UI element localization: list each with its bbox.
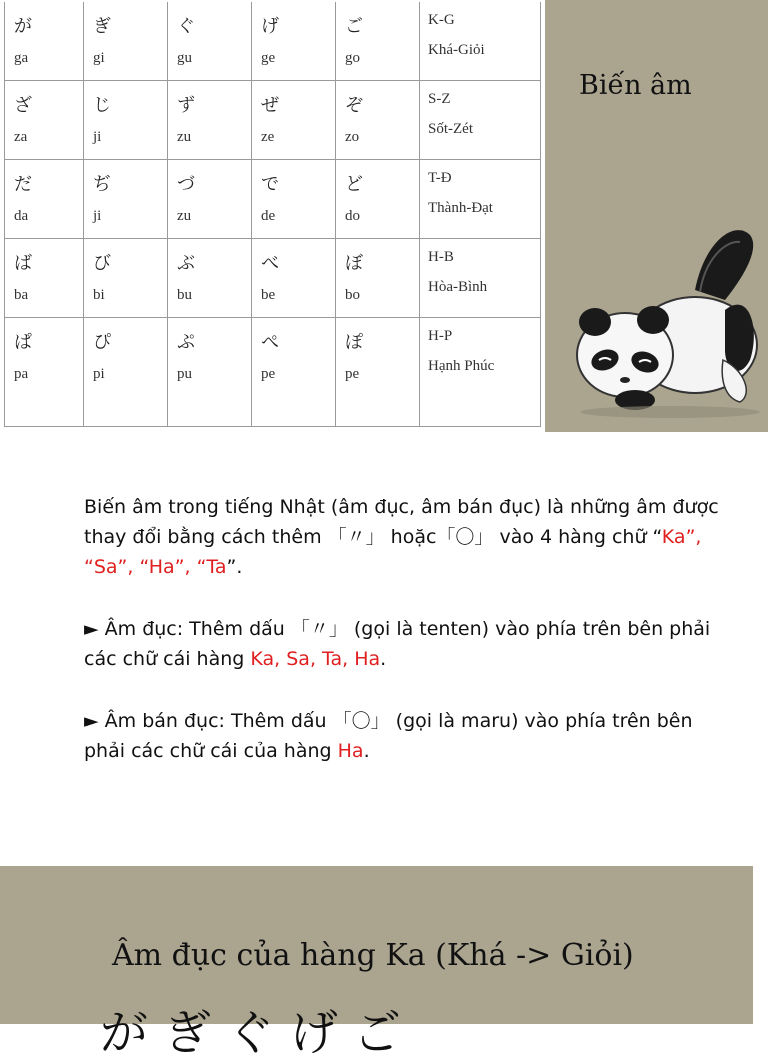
kana-char: ぶ [177,253,195,274]
kana-cell [84,318,168,427]
mnemonic-cell [420,160,541,239]
table-row [5,81,541,160]
side-panel [545,0,768,432]
romaji: ze [261,129,275,145]
table-row [5,239,541,318]
bottom-slide [0,866,753,1061]
kana-cell [336,160,420,239]
kana-cell [252,318,336,427]
romaji: ge [261,50,276,66]
kana-cell [168,318,252,427]
romaji: pa [14,366,29,382]
kana-cell [5,318,84,427]
table-row [5,2,541,81]
kana-char: ぼ [345,253,363,274]
kana-char: ぎ [93,16,111,37]
romaji: bu [177,287,192,303]
kana-char: ぱ [14,332,32,353]
kana-char: で [261,174,279,195]
romaji: pu [177,366,192,382]
side-title: Biến âm [579,70,692,101]
mnemonic-text: Hạnh Phúc [428,358,495,374]
table-row [5,318,541,427]
am-duc-end: . [380,648,387,670]
kana-char: ず [177,95,195,116]
kana-char: び [93,253,111,274]
intro-end: ”. [226,556,243,578]
kana-cell [252,239,336,318]
text-block [84,492,724,798]
kana-cell [252,2,336,81]
romaji: be [261,287,276,303]
am-ban-duc-text: ► Âm bán đục: Thêm dấu 「〇」 (gọi là maru) vào phía trên bên phải các chữ cái của hàng [84,710,693,762]
mnemonic-cell [420,318,541,427]
consonant-pair: H-B [428,249,454,265]
romaji: da [14,208,29,224]
kana-char: ば [14,253,32,274]
kana-cell [168,239,252,318]
kana-char: が [14,16,32,37]
am-ban-duc-end: . [363,740,370,762]
romaji: zo [345,129,360,145]
kana-cell [5,2,84,81]
kana-table [4,2,541,427]
romaji: bo [345,287,360,303]
kana-char: ぴ [93,332,111,353]
romaji: ba [14,287,29,303]
consonant-pair: S-Z [428,91,451,107]
am-duc-highlight: Ka, Sa, Ta, Ha [250,648,381,670]
am-ban-duc-highlight: Ha [337,740,364,762]
mnemonic-text: Khá-Giỏi [428,42,485,58]
paragraph-intro [84,492,724,582]
kana-cell [336,2,420,81]
bottom-slide-title: Âm đục của hàng Ka (Khá -> Giỏi) [112,938,634,973]
intro-text: Biến âm trong tiếng Nhật (âm đục, âm bán đục) là những âm được thay đổi bằng cách thêm 「〃」 hoặc「〇」 vào 4 hàng chữ “ [84,496,719,548]
romaji: pe [261,366,276,382]
kana-char: ぜ [261,95,279,116]
romaji: za [14,129,28,145]
kana-char: げ [261,16,279,37]
romaji: ga [14,50,29,66]
kana-char: ご [345,16,363,37]
kana-char: ぢ [93,174,111,195]
kana-cell [168,81,252,160]
kana-cell [84,239,168,318]
kana-char: ぞ [345,95,363,116]
kana-cell [5,239,84,318]
am-duc-text: ► Âm đục: Thêm dấu 「〃」 (gọi là tenten) vào phía trên bên phải các chữ cái hàng [84,618,711,670]
paragraph-am-ban-duc [84,706,724,766]
kana-cell [336,239,420,318]
kana-char: じ [93,95,111,116]
kana-cell [168,2,252,81]
kana-char: ぐ [177,16,195,37]
panda-illustration [575,220,765,420]
table-row [5,160,541,239]
kana-char: べ [261,253,279,274]
kana-cell [252,81,336,160]
mnemonic-cell [420,81,541,160]
bottom-slide-kana: が ぎ ぐ げ ご [100,1005,402,1061]
kana-cell [336,318,420,427]
kana-char: ざ [14,95,32,116]
consonant-pair: K-G [428,12,455,28]
kana-char: ど [345,174,363,195]
romaji: pe [345,366,360,382]
romaji: de [261,208,276,224]
kana-cell [84,160,168,239]
romaji: do [345,208,360,224]
mnemonic-text: Thành-Đạt [428,200,493,216]
romaji: ji [93,129,102,145]
romaji: bi [93,287,105,303]
romaji: ji [93,208,102,224]
kana-char: づ [177,174,195,195]
kana-cell [84,2,168,81]
kana-cell [5,81,84,160]
consonant-pair: H-P [428,328,453,344]
kana-char: ぽ [345,332,363,353]
mnemonic-text: Hòa-Bình [428,279,488,295]
romaji: gi [93,50,105,66]
romaji: pi [93,366,105,382]
romaji: gu [177,50,192,66]
paragraph-am-duc [84,614,724,674]
intro-highlight: Ka”, “Sa”, “Ha”, “Ta [84,526,702,578]
kana-cell [84,81,168,160]
romaji: go [345,50,360,66]
kana-cell [5,160,84,239]
kana-cell [252,160,336,239]
kana-char: ぺ [261,332,279,353]
kana-cell [336,81,420,160]
consonant-pair: T-Đ [428,170,452,186]
mnemonic-text: Sốt-Zét [428,121,473,137]
mnemonic-cell [420,2,541,81]
kana-char: ぷ [177,332,195,353]
romaji: zu [177,129,192,145]
romaji: zu [177,208,192,224]
kana-cell [168,160,252,239]
kana-char: だ [14,174,32,195]
mnemonic-cell [420,239,541,318]
